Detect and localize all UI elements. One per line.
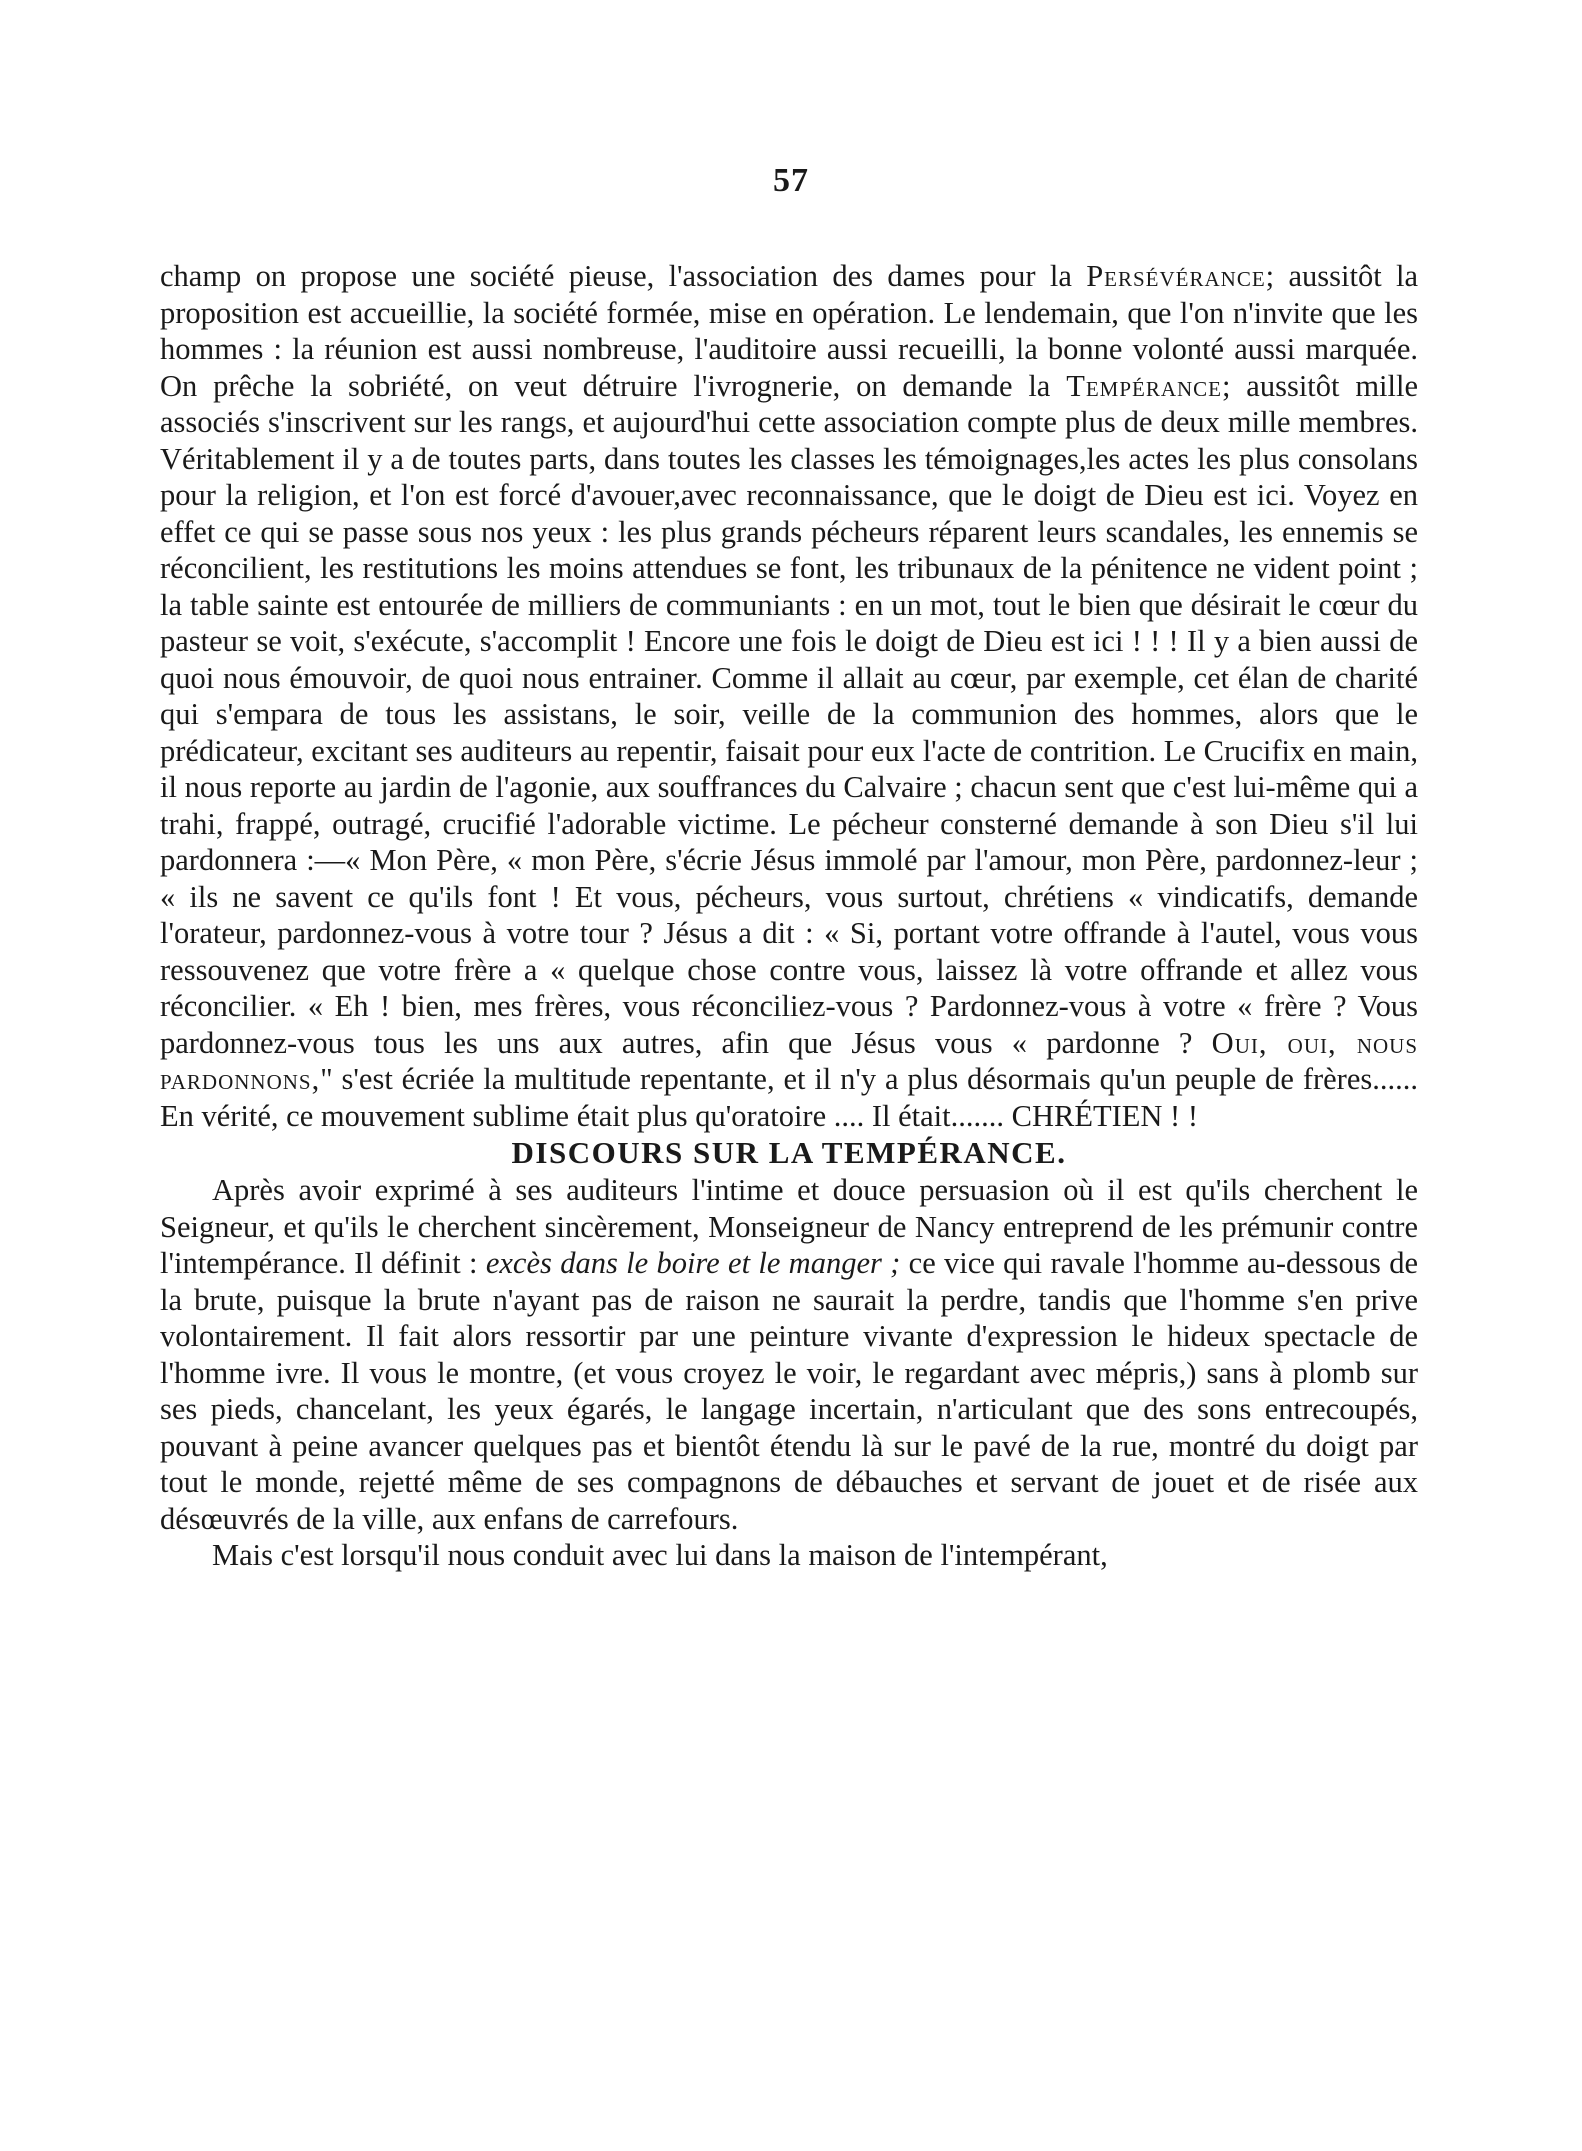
page-number: 57 <box>773 162 809 199</box>
paragraph-2-text-a: Après avoir exprimé à ses auditeurs l'intime et douce persuasion où il est qu'ils cherchent le Seigneur, et qu'ils le cherchent sincèrement, Monseigneur de Nancy entreprend de les prémunir contre l'intempérance. Il définit : <box>160 1173 1418 1280</box>
page-body <box>160 258 1418 1574</box>
paragraph-3: Mais c'est lorsqu'il nous conduit avec lui dans la maison de l'intempérant, <box>212 1538 1108 1572</box>
paragraph-2-text-b: ce vice qui ravale l'homme au-dessous de la brute, puisque la brute n'ayant pas de raison ne saurait la perdre, tandis que l'homme s'en prive volontairement. Il fait alors ressortir par une peinture vivante d'expression le hideux spectacle de l'homme ivre. Il vous le montre, (et vous croyez le voir, le regardant avec mépris,) sans à plomb sur ses pieds, chancelant, les yeux égarés, le langage incertain, n'articulant que des sons entrecoupés, pouvant à peine avancer quelques pas et bientôt étendu là sur le pavé de la rue, montré du doigt par tout le monde, rejetté même de ses compagnons de débauches et servant de jouet et de risée aux désœuvrés de la ville, aux enfans de carrefours. <box>160 1246 1418 1536</box>
perseverance-smallcaps: Persévérance <box>1086 259 1266 293</box>
paragraph-1-text-b: ; aussitôt la proposition est accueillie, la société formée, mise en opération. Le lendemain, que l'on n'invite que les hommes : la réunion est aussi nombreuse, l'auditoire aussi recueilli, la bonne volonté aussi marquée. On prêche la sobriété, on veut détruire l'ivrognerie, on demande la <box>160 259 1419 403</box>
paragraph-2 <box>160 1172 1418 1537</box>
section-heading: DISCOURS SUR LA TEMPÉRANCE. <box>511 1135 1067 1170</box>
paragraph-1-text-a: champ on propose une société pieuse, l'association des dames pour la <box>160 259 1087 293</box>
paragraph-1-text-c: ; aussitôt mille associés s'inscrivent sur les rangs, et aujourd'hui cette association compte plus de deux mille membres. Véritablement il y a de toutes parts, dans toutes les classes les témoignages,les actes les plus consolans pour la religion, et l'on est forcé d'avouer,avec reconnaissance, que le doigt de Dieu est ici. Voyez en effet ce qui se passe sous nos yeux : les plus grands pécheurs réparent leurs scandales, les ennemis se réconcilient, les restitutions les moins attendues se font, les tribunaux de la pénitence ne vident point ; la table sainte est entourée de milliers de communiants : en un mot, tout le bien que désirait le cœur du pasteur se voit, s'exécute, s'accomplit ! Encore une fois le doigt de Dieu est ici ! ! ! Il y a bien aussi de quoi nous émouvoir, de quoi nous entrainer. Comme il allait au cœur, par exemple, cet élan de charité qui s'empara de tous les assistans, le soir, veille de la communion des hommes, alors que le prédicateur, excitant ses auditeurs au repentir, faisait pour eux l'acte de contrition. Le Crucifix en main, il nous reporte au jardin de l'agonie, aux souffrances du Calvaire ; chacun sent que c'est lui-même qui a trahi, frappé, outragé, crucifié l'adorable victime. Le pécheur consterné demande à son Dieu s'il lui pardonnera :—« Mon Père, « mon Père, s'écrie Jésus immolé par l'amour, mon Père, pardonnez-leur ; « ils ne savent ce qu'ils font ! Et vous, pécheurs, vous surtout, chrétiens « vindicatifs, demande l'orateur, pardonnez-vous à votre tour ? Jésus a dit : « Si, portant votre offrande à l'autel, vous vous ressouvenez que votre frère a « quelque chose contre vous, laissez là votre offrande et allez vous réconcilier. « Eh ! bien, mes frères, vous réconciliez-vous ? Pardonnez-vous à votre « frère ? Vous pardonnez-vous tous les uns aux autres, afin que Jésus vous « pardonne ? <box>160 368 1419 1060</box>
paragraph-1-text-d: " s'est écriée la multitude repentante, et il n'y a plus désormais qu'un peuple de frères...... En vérité, ce mouvement sublime était plus qu'oratoire .... Il était....... CHRÉTIEN ! ! <box>160 1062 1418 1133</box>
paragraph-1 <box>160 258 1418 1134</box>
temperance-smallcaps: Tempérance <box>1066 368 1222 403</box>
definition-italic: excès dans le boire et le manger ; <box>485 1246 901 1280</box>
oui-oui-smallcaps: Oui, oui, nous pardonnons, <box>160 1025 1418 1096</box>
